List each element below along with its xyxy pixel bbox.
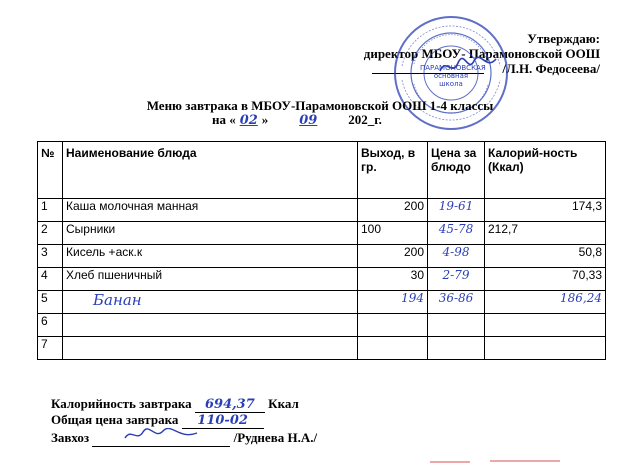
approval-role: директор МБОУ- Парамоновской ООШ	[363, 46, 600, 61]
dish-weight	[358, 337, 428, 360]
dish-weight: 200	[358, 199, 428, 222]
table-row	[38, 268, 606, 291]
dish-price: 2-79	[428, 268, 485, 291]
dish-weight: 100	[358, 222, 428, 245]
dish-price: 45-78	[428, 222, 485, 245]
manager-signature	[121, 428, 201, 442]
table-row	[38, 199, 606, 222]
dish-weight: 194	[358, 291, 428, 314]
manager-line: Завхоз /Руднева Н.А./	[51, 430, 318, 445]
dish-weight	[358, 314, 428, 337]
total-price-value: 110-02	[182, 413, 264, 429]
manager-signature-field	[92, 428, 230, 447]
row-number: 2	[38, 222, 63, 245]
total-price: Общая цена завтрака 110-02	[51, 412, 264, 429]
total-calories: Калорийность завтрака 694,37 Ккал	[51, 396, 299, 412]
table-header-row	[38, 142, 606, 199]
dish-calories: 174,3	[485, 199, 606, 222]
row-number: 6	[38, 314, 63, 337]
table-row	[38, 314, 606, 337]
dish-price: 19-61	[428, 199, 485, 222]
dish-name: Кисель +аск.к	[63, 245, 358, 268]
menu-table	[37, 141, 606, 360]
menu-title: Меню завтрака в МБОУ-Парамоновской ООШ 1-4 классы	[146, 98, 494, 113]
dish-name: Банан	[63, 291, 358, 314]
row-number: 3	[38, 245, 63, 268]
row-number: 7	[38, 337, 63, 360]
col-header-calories: Калорий-ность (Ккал)	[485, 142, 606, 199]
dish-name: Хлеб пшеничный	[63, 268, 358, 291]
dish-weight: 30	[358, 268, 428, 291]
approval-title: Утверждаю:	[527, 31, 600, 46]
director-signature	[438, 55, 498, 77]
dish-calories: 186,24	[485, 291, 606, 314]
dish-price: 36-86	[428, 291, 485, 314]
col-header-number: №	[38, 142, 63, 199]
dish-calories: 70,33	[485, 268, 606, 291]
dish-name	[63, 314, 358, 337]
table-row	[38, 337, 606, 360]
dish-name: Каша молочная манная	[63, 199, 358, 222]
dish-name: Сырники	[63, 222, 358, 245]
row-number: 4	[38, 268, 63, 291]
menu-date: на « 02 » 09 202_г.	[212, 112, 382, 128]
col-header-price: Цена за блюдо	[428, 142, 485, 199]
approval-name: /Л.Н. Федосеева/	[502, 61, 600, 76]
col-header-weight: Выход, в гр.	[358, 142, 428, 199]
table-row	[38, 291, 606, 314]
dish-calories	[485, 314, 606, 337]
dish-weight: 200	[358, 245, 428, 268]
row-number: 5	[38, 291, 63, 314]
row-number: 1	[38, 199, 63, 222]
date-year: 202	[348, 112, 368, 127]
col-header-dish: Наименование блюда	[63, 142, 358, 199]
dish-name	[63, 337, 358, 360]
dish-calories: 212,7	[485, 222, 606, 245]
table-row	[38, 222, 606, 245]
manager-name: /Руднева Н.А./	[233, 430, 318, 445]
dish-price: 4-98	[428, 245, 485, 268]
table-row	[38, 245, 606, 268]
date-day: 02	[239, 113, 258, 128]
total-calories-value: 694,37	[195, 397, 265, 413]
stamp-center-text: ПАРАМОНОВСКАЯ основная школа	[420, 64, 486, 88]
dish-price	[428, 337, 485, 360]
dish-calories	[485, 337, 606, 360]
dish-calories: 50,8	[485, 245, 606, 268]
red-stamp-fragment	[430, 456, 560, 464]
dish-price	[428, 314, 485, 337]
date-month: 09	[299, 113, 318, 128]
